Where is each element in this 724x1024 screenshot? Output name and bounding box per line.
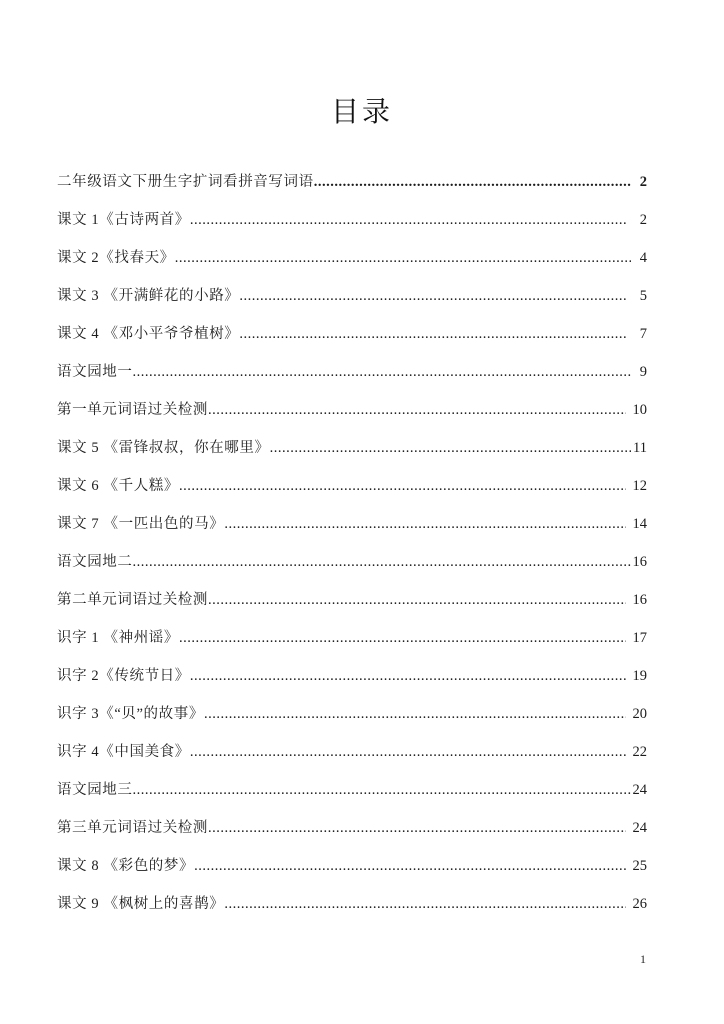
toc-leader-dots xyxy=(194,856,626,876)
toc-entry-label: 课文 6 《千人糕》 xyxy=(57,478,179,494)
toc-entry-label: 第二单元词语过关检测 xyxy=(57,592,208,608)
toc-entry[interactable] xyxy=(57,429,647,467)
page-title: 目录 xyxy=(330,97,393,128)
toc-entry-label: 课文 9 《枫树上的喜鹊》 xyxy=(57,896,225,912)
toc-entry-label: 课文 3 《开满鲜花的小路》 xyxy=(57,288,240,304)
toc-leader-dots xyxy=(133,780,632,800)
toc-leader-dots xyxy=(179,476,626,496)
toc-entry-page-number: 26 xyxy=(632,896,647,912)
toc-entry[interactable] xyxy=(57,847,647,885)
toc-entry-label: 语文园地二 xyxy=(57,554,133,570)
toc-entry-label: 识字 2《传统节日》 xyxy=(57,668,190,684)
toc-entry[interactable] xyxy=(57,353,647,391)
toc-leader-dots xyxy=(190,742,626,762)
toc-leader-dots xyxy=(239,324,626,344)
toc-leader-dots xyxy=(239,286,626,306)
toc-leader-dots xyxy=(204,704,626,724)
toc-entry[interactable] xyxy=(57,467,647,505)
toc-entry-page-number: 20 xyxy=(632,706,647,722)
toc-leader-dots xyxy=(270,438,631,458)
toc-leader-dots xyxy=(208,818,626,838)
toc-entry-page-number: 24 xyxy=(632,782,647,798)
toc-entry[interactable] xyxy=(57,277,647,315)
toc-entry-page-number: 5 xyxy=(639,288,647,304)
toc-entry-page-number: 14 xyxy=(632,516,647,532)
toc-entry-label: 识字 4《中国美食》 xyxy=(57,744,190,760)
toc-entry-page-number: 12 xyxy=(632,478,647,494)
toc-entry-label: 课文 1《古诗两首》 xyxy=(57,212,190,228)
toc-entry-page-number: 19 xyxy=(632,668,647,684)
toc-entry[interactable] xyxy=(57,619,647,657)
toc-entry-label: 语文园地三 xyxy=(57,782,133,798)
toc-entry[interactable] xyxy=(57,201,647,239)
toc-entry-page-number: 7 xyxy=(639,326,647,342)
toc-entry-label: 课文 7 《一匹出色的马》 xyxy=(57,516,225,532)
toc-leader-dots xyxy=(224,894,626,914)
toc-entry[interactable] xyxy=(57,543,647,581)
toc-entry-label: 识字 1 《神州谣》 xyxy=(57,630,179,646)
toc-leader-dots xyxy=(190,666,626,686)
toc-entry[interactable] xyxy=(57,733,647,771)
toc-entry[interactable] xyxy=(57,771,647,809)
toc-entry-label: 二年级语文下册生字扩词看拼音写词语 xyxy=(57,174,314,190)
toc-leader-dots xyxy=(133,552,632,572)
toc-entry[interactable] xyxy=(57,163,647,201)
toc-leader-dots xyxy=(190,210,626,230)
toc-entry-page-number: 22 xyxy=(632,744,647,760)
toc-entry-page-number: 16 xyxy=(632,592,647,608)
toc-entry[interactable] xyxy=(57,315,647,353)
toc-entry-label: 识字 3《“贝”的故事》 xyxy=(57,706,204,722)
toc-entry-page-number: 10 xyxy=(632,402,647,418)
toc-entry[interactable] xyxy=(57,239,647,277)
toc-entry-page-number: 2 xyxy=(639,212,647,228)
toc-entry-label: 课文 4 《邓小平爷爷植树》 xyxy=(57,326,240,342)
toc-leader-dots xyxy=(208,590,626,610)
toc-entry-page-number: 25 xyxy=(632,858,647,874)
toc-leader-dots xyxy=(314,172,631,192)
toc-entry-label: 课文 8 《彩色的梦》 xyxy=(57,858,195,874)
toc-entry-page-number: 17 xyxy=(632,630,647,646)
toc-entry-page-number: 24 xyxy=(632,820,647,836)
table-of-contents xyxy=(57,163,647,923)
toc-entry-label: 语文园地一 xyxy=(57,364,133,380)
toc-entry[interactable] xyxy=(57,581,647,619)
toc-entry[interactable] xyxy=(57,809,647,847)
toc-leader-dots xyxy=(175,248,631,268)
toc-entry[interactable] xyxy=(57,391,647,429)
page-number-footer: 1 xyxy=(640,952,646,966)
toc-leader-dots xyxy=(224,514,626,534)
toc-entry-page-number: 4 xyxy=(639,250,647,266)
toc-entry-page-number: 9 xyxy=(639,364,647,380)
toc-leader-dots xyxy=(133,362,632,382)
toc-entry-label: 课文 2《找春天》 xyxy=(57,250,175,266)
toc-leader-dots xyxy=(179,628,626,648)
toc-entry[interactable] xyxy=(57,505,647,543)
toc-entry[interactable] xyxy=(57,657,647,695)
toc-entry-label: 第三单元词语过关检测 xyxy=(57,820,208,836)
toc-entry[interactable] xyxy=(57,885,647,923)
toc-entry-label: 课文 5 《雷锋叔叔，你在哪里》 xyxy=(57,440,270,456)
toc-entry[interactable] xyxy=(57,695,647,733)
toc-entry-page-number: 2 xyxy=(639,174,647,190)
toc-entry-page-number: 16 xyxy=(632,554,647,570)
toc-entry-page-number: 11 xyxy=(633,440,647,456)
toc-leader-dots xyxy=(208,400,626,420)
toc-entry-label: 第一单元词语过关检测 xyxy=(57,402,208,418)
